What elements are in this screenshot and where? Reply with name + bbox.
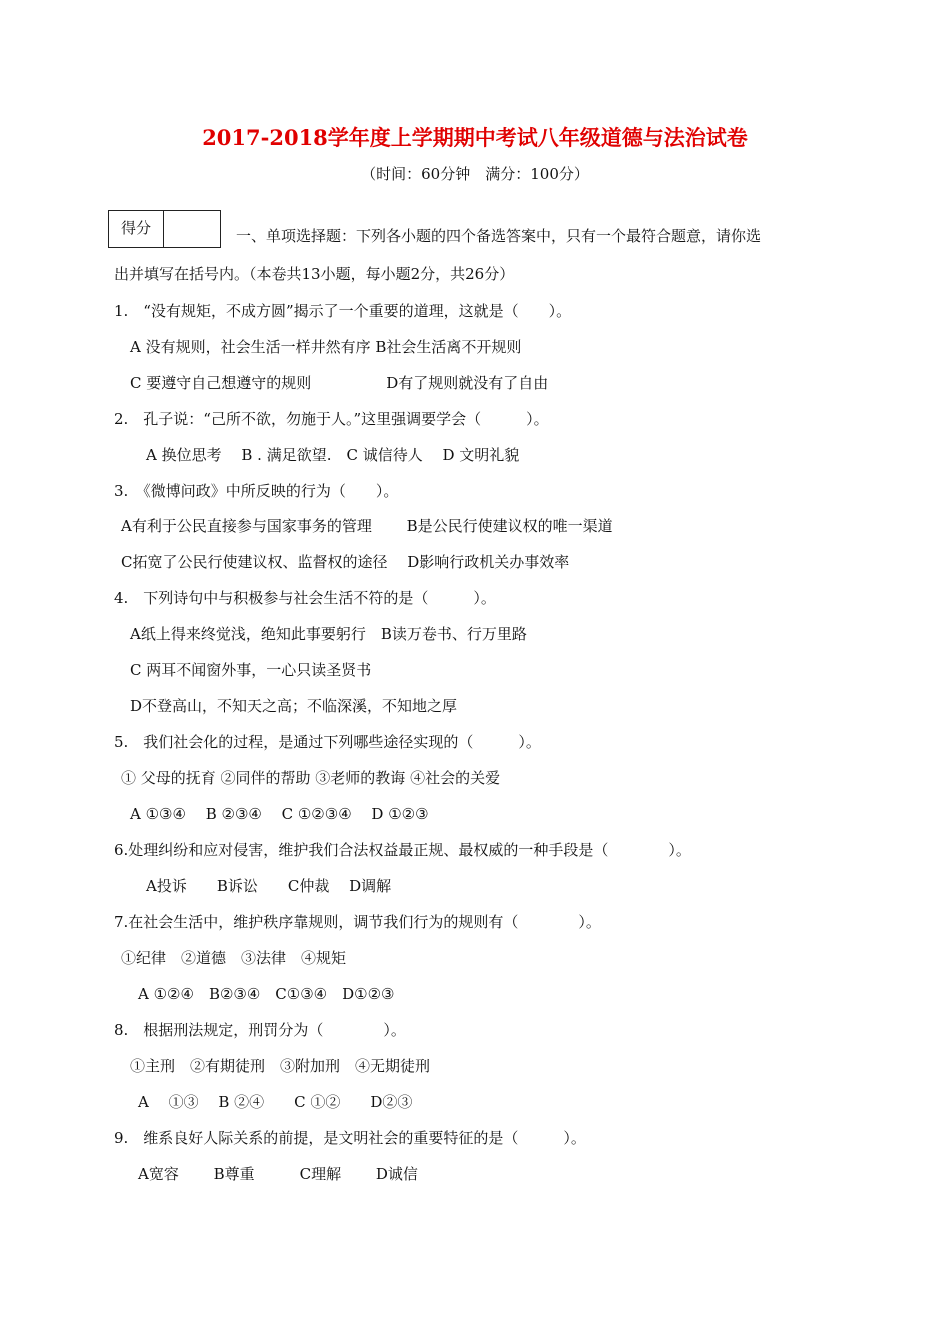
question-1-stem: 1. “没有规矩，不成方圆”揭示了一个重要的道理，这就是（ ）。 bbox=[114, 302, 572, 320]
question-3-options-row-2: C拓宽了公民行使建议权、监督权的途径 D影响行政机关办事效率 bbox=[121, 553, 570, 571]
question-4-options-row-2: C 两耳不闻窗外事，一心只读圣贤书 bbox=[130, 661, 372, 679]
section-intro-line-2: 出并填写在括号内。（本卷共13小题，每小题2分，共26分） bbox=[114, 265, 515, 283]
question-9-stem: 9. 维系良好人际关系的前提，是文明社会的重要特征的是（ ）。 bbox=[114, 1129, 586, 1147]
score-label: 得分 bbox=[109, 211, 164, 247]
question-5-items: ① 父母的抚育 ②同伴的帮助 ③老师的教诲 ④社会的关爱 bbox=[121, 769, 501, 787]
question-7-options-row-1: A ①②④ B②③④ C①③④ D①②③ bbox=[138, 985, 395, 1003]
exam-title: 2017-2018学年度上学期期中考试八年级道德与法治试卷 bbox=[202, 125, 748, 150]
question-4-options-row-1: A纸上得来终觉浅，绝知此事要躬行 B读万卷书、行万里路 bbox=[130, 625, 527, 643]
question-4-stem: 4. 下列诗句中与积极参与社会生活不符的是（ ）。 bbox=[114, 589, 496, 607]
question-8-items: ①主刑 ②有期徒刑 ③附加刑 ④无期徒刑 bbox=[130, 1057, 431, 1075]
question-1-options-row-1: A 没有规则，社会生活一样井然有序 B社会生活离不开规则 bbox=[130, 338, 522, 356]
exam-subtitle: （时间：60分钟 满分：100分） bbox=[361, 165, 589, 183]
question-2-stem: 2. 孔子说：“己所不欲，勿施于人。”这里强调要学会（ ）。 bbox=[114, 410, 549, 428]
question-9-options-row-1: A宽容 B尊重 C理解 D诚信 bbox=[138, 1165, 418, 1183]
question-3-stem: 3. 《微博问政》中所反映的行为（ ）。 bbox=[114, 482, 399, 500]
question-6-options-row-1: A投诉 B诉讼 C仲裁 D调解 bbox=[146, 877, 392, 895]
question-2-options-row-1: A 换位思考 B . 满足欲望. C 诚信待人 D 文明礼貌 bbox=[146, 446, 520, 464]
question-7-items: ①纪律 ②道德 ③法律 ④规矩 bbox=[121, 949, 347, 967]
question-8-options-row-1: A ①③ B ②④ C ①② D②③ bbox=[138, 1093, 413, 1111]
question-5-options-row-1: A ①③④ B ②③④ C ①②③④ D ①②③ bbox=[130, 805, 429, 823]
score-value[interactable] bbox=[164, 211, 220, 247]
question-8-stem: 8. 根据刑法规定，刑罚分为（ ）。 bbox=[114, 1021, 406, 1039]
question-6-stem: 6.处理纠纷和应对侵害，维护我们合法权益最正规、最权威的一种手段是（ ）。 bbox=[114, 841, 691, 859]
question-7-stem: 7.在社会生活中，维护秩序靠规则，调节我们行为的规则有（ ）。 bbox=[114, 913, 601, 931]
question-4-options-row-3: D不登高山，不知天之高；不临深溪，不知地之厚 bbox=[130, 697, 458, 715]
question-5-stem: 5. 我们社会化的过程，是通过下列哪些途径实现的（ ）。 bbox=[114, 733, 541, 751]
score-box bbox=[108, 210, 221, 248]
question-3-options-row-1: A有利于公民直接参与国家事务的管理 B是公民行使建议权的唯一渠道 bbox=[121, 517, 613, 535]
question-1-options-row-2: C 要遵守自己想遵守的规则 D有了规则就没有了自由 bbox=[130, 374, 549, 392]
section-intro-line-1: 一、单项选择题：下列各小题的四个备选答案中，只有一个最符合题意，请你选 bbox=[236, 227, 762, 245]
